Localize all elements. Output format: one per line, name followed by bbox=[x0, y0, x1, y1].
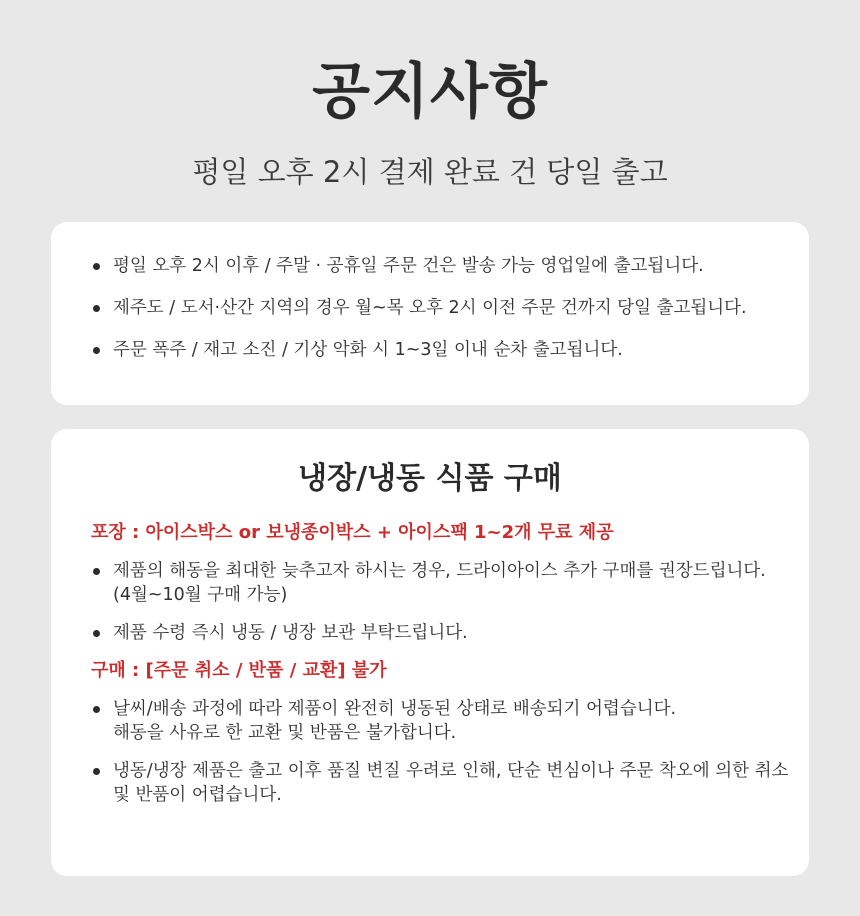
frozen-food-card bbox=[51, 429, 809, 876]
list-item-line: 냉동/냉장 제품은 출고 이후 품질 변질 우려로 인해, 단순 변심이나 주문 착오에 의한 취소 bbox=[113, 761, 789, 781]
list-item bbox=[91, 621, 769, 645]
purchase-list bbox=[91, 697, 789, 807]
list-item bbox=[91, 759, 789, 807]
page-title: 공지사항 bbox=[312, 57, 548, 127]
list-item: 평일 오후 2시 이후 / 주말 · 공휴일 주문 건은 발송 가능 영업일에 출고됩니다. bbox=[91, 254, 769, 278]
section-title: 냉장/냉동 식품 구매 bbox=[298, 461, 562, 496]
list-item-line: 해동을 사유로 한 교환 및 반품은 불가합니다. bbox=[113, 723, 457, 743]
packing-list bbox=[91, 559, 769, 645]
purchase-heading: 구매 : [주문 취소 / 반품 / 교환] 불가 bbox=[91, 660, 387, 681]
list-item-line: (4월~10월 구매 가능) bbox=[113, 585, 288, 605]
page-subtitle: 평일 오후 2시 결제 완료 건 당일 출고 bbox=[192, 155, 668, 189]
shipping-notice-card bbox=[51, 222, 809, 405]
list-item bbox=[91, 559, 769, 607]
list-item: 제주도 / 도서·산간 지역의 경우 월~목 오후 2시 이전 주문 건까지 당일 출고됩니다. bbox=[91, 296, 769, 320]
list-item-line: 제품의 해동을 최대한 늦추고자 하시는 경우, 드라이아이스 추가 구매를 권장드립니다. bbox=[113, 561, 766, 581]
list-item-line: 제품 수령 즉시 냉동 / 냉장 보관 부탁드립니다. bbox=[113, 623, 468, 643]
list-item-line: 및 반품이 어렵습니다. bbox=[113, 785, 282, 805]
list-item bbox=[91, 697, 769, 745]
shipping-notice-list bbox=[91, 254, 769, 362]
packing-heading: 포장 : 아이스박스 or 보냉종이박스 + 아이스팩 1~2개 무료 제공 bbox=[91, 522, 614, 543]
list-item: 주문 폭주 / 재고 소진 / 기상 악화 시 1~3일 이내 순차 출고됩니다. bbox=[91, 338, 769, 362]
list-item-line: 날씨/배송 과정에 따라 제품이 완전히 냉동된 상태로 배송되기 어렵습니다. bbox=[113, 699, 677, 719]
